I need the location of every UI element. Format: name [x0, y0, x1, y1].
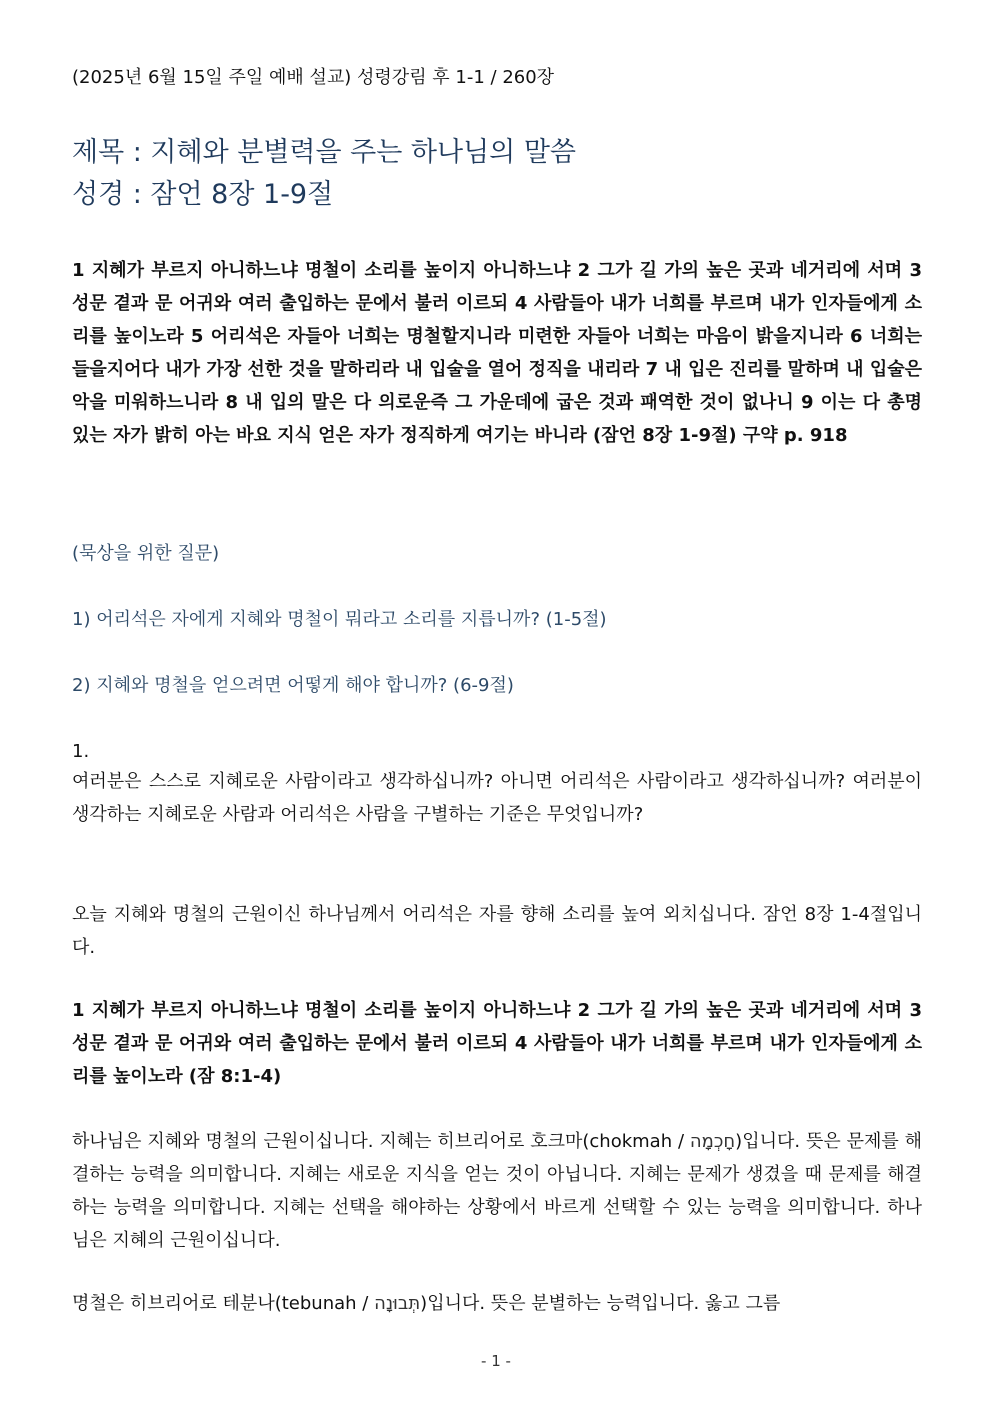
paragraph-understanding [72, 1287, 922, 1320]
hebrew-word-tebunah: תְּבוּנָה [374, 1293, 421, 1314]
paragraph-transition: 오늘 지혜와 명철의 근원이신 하나님께서 어리석은 자를 향해 소리를 높여 외치십니다. 잠언 8장 1-4절입니다. [72, 904, 922, 958]
scripture-reference: 성경 : 잠언 8장 1-9절 [72, 179, 334, 210]
paragraph-wisdom-lead: 하나님은 지혜와 명철의 근원이십니다. 지혜는 히브리어로 호크마(chokmah / [72, 1131, 690, 1152]
paragraph-intro: 여러분은 스스로 지혜로운 사람이라고 생각하십니까? 아니면 어리석은 사람이라고 생각하십니까? 여러분이 생각하는 지혜로운 사람과 어리석은 사람을 구별하는 기준은 무엇입니까? [72, 771, 922, 825]
sermon-header: (2025년 6월 15일 주일 예배 설교) 성령강림 후 1-1 / 260장 [72, 67, 555, 88]
paragraph-understanding-lead: 명철은 히브리어로 테분나(tebunah / [72, 1293, 375, 1314]
scripture-quote: 1 지혜가 부르지 아니하느냐 명철이 소리를 높이지 아니하느냐 2 그가 길 가의 높은 곳과 네거리에 서며 3 성문 곁과 문 어귀와 여러 출입하는 문에서 불러 이르되 4 사람들아 내가 너희를 부르며 내가 인자들에게 소리를 높이노라 (잠 8:1-4) [72, 1000, 922, 1087]
hebrew-word-chokmah: חָכְמָה [689, 1131, 736, 1152]
meditation-question-2: 2) 지혜와 명철을 얻으려면 어떻게 해야 합니까? (6-9절) [72, 675, 514, 696]
paragraph-understanding-rest: )입니다. 뜻은 분별하는 능력입니다. 옳고 그름 [420, 1293, 781, 1314]
sermon-title: 제목 : 지혜와 분별력을 주는 하나님의 말씀 [72, 137, 576, 168]
paragraph-wisdom [72, 1125, 922, 1257]
scripture-text: 1 지혜가 부르지 아니하느냐 명철이 소리를 높이지 아니하느냐 2 그가 길 가의 높은 곳과 네거리에 서며 3 성문 곁과 문 어귀와 여러 출입하는 문에서 불러 이르되 4 사람들아 내가 너희를 부르며 내가 인자들에게 소리를 높이노라 5 어리석은 자들아 너희는 명철할지니라 미련한 자들아 너희는 마음이 밝을지니라 6 너희는 들을지어다 내가 가장 선한 것을 말하리라 내 입술을 열어 정직을 내리라 7 내 입은 진리를 말하며 내 입술은 악을 미워하느니라 8 내 입의 말은 다 의로운즉 그 가운데에 굽은 것과 패역한 것이 없나니 9 이는 다 총명 있는 자가 밝히 아는 바요 지식 얻은 자가 정직하게 여기는 바니라 (잠언 8장 1-9절) 구약 p. 918 [72, 260, 922, 446]
meditation-heading: (묵상을 위한 질문) [72, 543, 220, 564]
title-block [72, 132, 922, 216]
paragraph-wisdom-rest: )입니다. 뜻은 문제를 해결하는 능력을 의미합니다. 지혜는 새로운 지식을 얻는 것이 아닙니다. 지혜는 문제가 생겼을 때 문제를 해결하는 능력을 의미합니다. 지혜는 선택을 해야하는 상황에서 바르게 선택할 수 있는 능력을 의미합니다. 하나님은 지혜의 근원이십니다. [72, 1131, 922, 1251]
meditation-question-1: 1) 어리석은 자에게 지혜와 명철이 뭐라고 소리를 지릅니까? (1-5절) [72, 609, 607, 630]
section-number: 1. [72, 741, 90, 762]
page-number: - 1 - [481, 1352, 511, 1370]
